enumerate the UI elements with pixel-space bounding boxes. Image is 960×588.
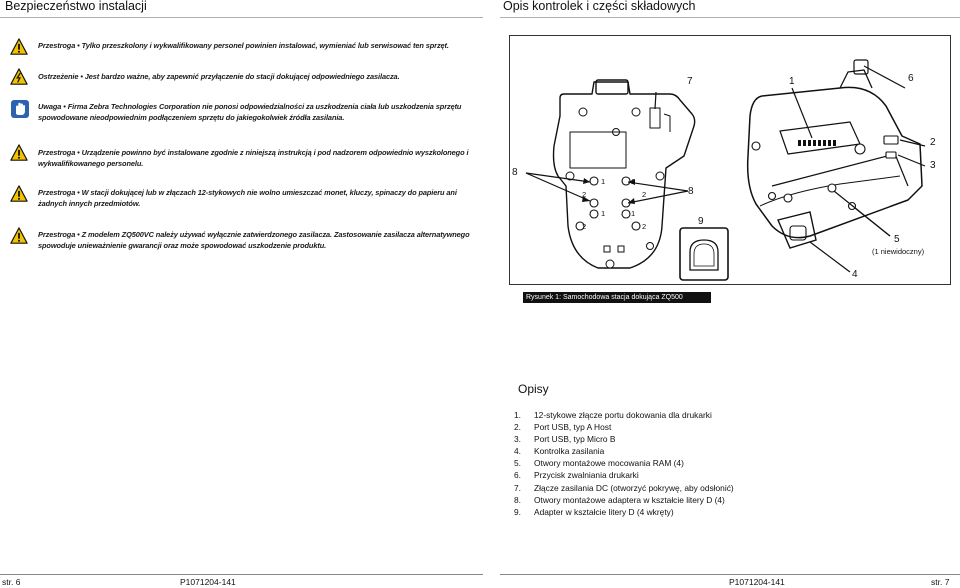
left-title-rule xyxy=(0,17,483,18)
callout-2: 2 xyxy=(930,137,936,148)
figure-frame xyxy=(509,35,951,285)
callout-4: 4 xyxy=(852,269,858,280)
hole-mark-1: 1 xyxy=(631,177,636,186)
left-page-number: str. 6 xyxy=(2,577,21,587)
list-item: 7. Złącze zasilania DC (otworzyć pokrywę, aby odsłonić) xyxy=(514,482,734,493)
callout-6: 6 xyxy=(908,73,914,84)
right-footer-rule xyxy=(500,574,960,575)
hole-mark-1: 1 xyxy=(631,209,636,218)
hole-mark-2: 2 xyxy=(582,222,587,231)
list-item: 8. Otwory montażowe adaptera w kształcie litery D (4) xyxy=(514,494,725,505)
list-item: 5. Otwory montażowe mocowania RAM (4) xyxy=(514,458,684,469)
left-section-title: Bezpieczeństwo instalacji xyxy=(5,0,147,13)
right-page-number: str. 7 xyxy=(931,577,950,587)
hole-mark-2: 2 xyxy=(642,222,647,231)
warning-triangle-icon xyxy=(10,144,28,162)
warning-text: Przestroga • W stacji dokującej lub w złączach 12-stykowych nie wolno umieszczać monet, kluczy, spinaczy do papieru ani żadnych innych przedmiotów. xyxy=(38,188,457,208)
warning-triangle-icon xyxy=(10,185,28,203)
list-item: 4. Kontrolka zasilania xyxy=(514,446,605,457)
warning-text: Przestroga • Z modelem ZQ500VC należy używać wyłącznie zatwierdzonego zasilacza. Zastosowanie zasilacza alternatywnego spowoduje unieważnienie gwarancji oraz może spowodować uszkodzenie produktu. xyxy=(38,230,470,250)
notes-list xyxy=(514,409,734,518)
list-item: 3. Port USB, typ Micro B xyxy=(514,434,616,445)
callout-8-right: 8 xyxy=(688,186,694,197)
list-item: 2. Port USB, typ A Host xyxy=(514,422,612,433)
right-section-title: Opis kontrolek i części składowych xyxy=(503,0,696,13)
callout-3: 3 xyxy=(930,160,936,171)
left-footer-rule xyxy=(0,574,483,575)
list-item: 9. Adapter w kształcie litery D (4 wkręty) xyxy=(514,506,674,517)
warning-text: Ostrzeżenie • Jest bardzo ważne, aby zapewnić przyłączenie do stacji dokującej odpowiedniego zasilacza. xyxy=(38,72,400,81)
hand-caution-icon xyxy=(10,99,30,119)
hole-mark-2: 2 xyxy=(582,190,587,199)
warning-triangle-icon xyxy=(10,227,28,245)
callout-1: 1 xyxy=(789,76,795,87)
right-title-rule xyxy=(500,17,960,18)
callout-8-left: 8 xyxy=(512,167,518,178)
left-doc-number: P1071204-141 xyxy=(180,577,236,587)
warning-text: Przestroga • Urządzenie powinno być instalowane zgodnie z niniejszą instrukcją i pod nadzorem odpowiednio wyszkolonego i wykwalifikowanego personelu. xyxy=(38,148,469,168)
hole-mark-1: 1 xyxy=(601,177,606,186)
callout-7: 7 xyxy=(687,76,693,87)
electric-hazard-icon xyxy=(10,68,28,86)
warning-triangle-icon xyxy=(10,38,28,56)
callout-5-note: (1 niewidoczny) xyxy=(872,247,925,256)
notes-title: Opisy xyxy=(518,382,549,396)
callout-9: 9 xyxy=(698,216,704,227)
figure-caption: Rysunek 1: Samochodowa stacja dokująca ZQ500 xyxy=(523,292,711,303)
list-item: 6. Przycisk zwalniania drukarki xyxy=(514,470,639,481)
hole-mark-2: 2 xyxy=(642,190,647,199)
warning-text: Uwaga • Firma Zebra Technologies Corporation nie ponosi odpowiedzialności za uszkodzenia ciała lub uszkodzenia sprzętu spowodowane nieodpowiednim podłączeniem sprzętu do jakiegokolwiek źródła zasilania. xyxy=(38,102,462,122)
right-doc-number: P1071204-141 xyxy=(729,577,785,587)
hole-mark-1: 1 xyxy=(601,209,606,218)
callout-5: 5 xyxy=(894,234,900,245)
list-item: 1. 12-stykowe złącze portu dokowania dla drukarki xyxy=(514,410,712,420)
warning-text: Przestroga • Tylko przeszkolony i wykwalifikowany personel powinien instalować, wymieniać lub serwisować ten sprzęt. xyxy=(38,41,449,50)
